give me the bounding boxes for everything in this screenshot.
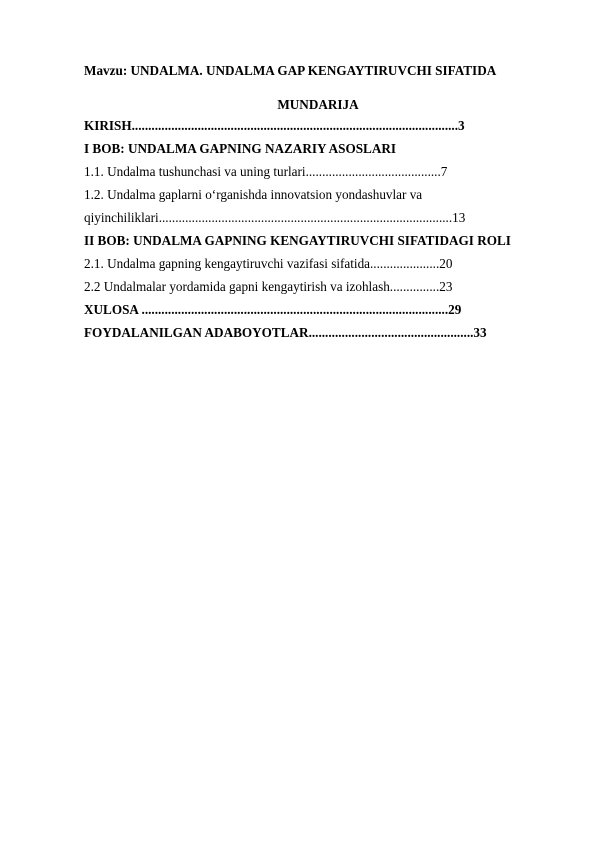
toc-entry-xulosa: XULOSA .............................................................................................29 bbox=[84, 302, 462, 317]
toc-entry-2-2: 2.2 Undalmalar yordamida gapni kengaytirish va izohlash...............23 bbox=[84, 279, 453, 294]
toc-entry-1-2-continued: qiyinchiliklari.........................................................................................13 bbox=[84, 210, 466, 225]
toc-entry-1-2: 1.2. Undalma gaplarni o‘rganishda innovatsion yondashuvlar va bbox=[84, 187, 423, 202]
toc-entry-1-1: 1.1. Undalma tushunchasi va uning turlari.........................................7 bbox=[84, 164, 448, 179]
topic-title: Mavzu: UNDALMA. UNDALMA GAP KENGAYTIRUVCHI SIFATIDA bbox=[84, 63, 497, 78]
toc-entry-references: FOYDALANILGAN ADABOYOTLAR..................................................33 bbox=[84, 325, 487, 340]
toc-entry-2-1: 2.1. Undalma gapning kengaytiruvchi vazifasi sifatida.....................20 bbox=[84, 256, 453, 271]
toc-chapter-2: II BOB: UNDALMA GAPNING KENGAYTIRUVCHI SIFATIDAGI ROLI bbox=[84, 233, 511, 248]
toc-heading: MUNDARIJA bbox=[277, 97, 359, 112]
toc-chapter-1: I BOB: UNDALMA GAPNING NAZARIY ASOSLARI bbox=[84, 141, 397, 156]
toc-entry-kirish: KIRISH...................................................................................................3 bbox=[84, 118, 465, 133]
